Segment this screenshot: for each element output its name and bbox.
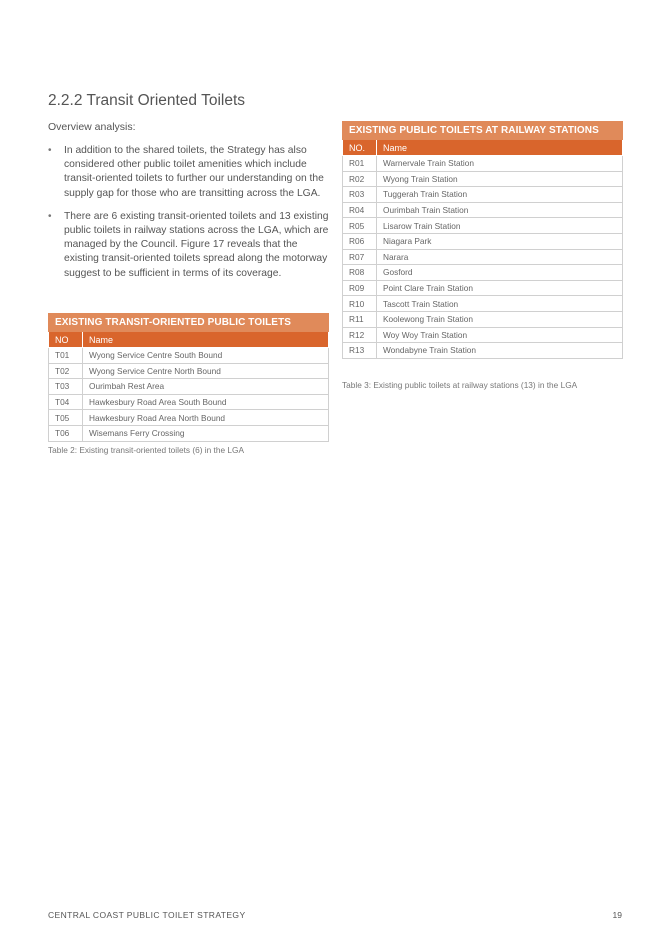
cell-no: T04 — [49, 394, 83, 410]
cell-name: Hawkesbury Road Area South Bound — [83, 394, 329, 410]
cell-name: Ourimbah Rest Area — [83, 379, 329, 395]
cell-no: T03 — [49, 379, 83, 395]
transit-toilets-table — [48, 313, 329, 442]
cell-no: R04 — [343, 202, 377, 218]
bullet-text: In addition to the shared toilets, the Strategy has also considered other public toilet amenities which include transit-oriented toilets to further our understanding on the supply gap for those who are transitting across the LGA. — [64, 145, 324, 199]
table-row — [343, 280, 623, 296]
table-banner-text: EXISTING PUBLIC TOILETS AT RAILWAY STATIONS — [343, 122, 623, 140]
table-caption: Table 2: Existing transit-oriented toilets (6) in the LGA — [48, 445, 244, 455]
cell-name: Wondabyne Train Station — [377, 343, 623, 359]
cell-no: R12 — [343, 327, 377, 343]
cell-no: T02 — [49, 363, 83, 379]
overview-label: Overview analysis: — [48, 121, 136, 133]
cell-no: R03 — [343, 187, 377, 203]
table-row — [343, 171, 623, 187]
bullet-item — [48, 144, 330, 201]
cell-no: R01 — [343, 156, 377, 172]
section-title: 2.2.2 Transit Oriented Toilets — [48, 92, 246, 109]
table-row — [343, 296, 623, 312]
table-row — [49, 394, 329, 410]
table-row — [49, 348, 329, 364]
cell-no: R10 — [343, 296, 377, 312]
cell-no: R07 — [343, 249, 377, 265]
cell-no: T06 — [49, 425, 83, 441]
cell-no: T05 — [49, 410, 83, 426]
railway-toilets-table — [342, 121, 623, 359]
table-row — [343, 327, 623, 343]
table-row — [49, 363, 329, 379]
cell-no: R05 — [343, 218, 377, 234]
cell-name: Ourimbah Train Station — [377, 202, 623, 218]
cell-name: Wyong Service Centre South Bound — [83, 348, 329, 364]
cell-no: R06 — [343, 233, 377, 249]
table-caption: Table 3: Existing public toilets at railway stations (13) in the LGA — [342, 380, 578, 390]
cell-name: Woy Woy Train Station — [377, 327, 623, 343]
table-row — [49, 379, 329, 395]
table-row — [49, 410, 329, 426]
cell-name: Wyong Train Station — [377, 171, 623, 187]
cell-name: Tascott Train Station — [377, 296, 623, 312]
table-row — [343, 187, 623, 203]
table-row — [343, 233, 623, 249]
bullet-list — [48, 144, 330, 290]
cell-no: R11 — [343, 311, 377, 327]
cell-no: R13 — [343, 343, 377, 359]
bullet-icon: • — [48, 145, 52, 156]
column-header-name: Name — [83, 332, 329, 348]
table-row — [49, 425, 329, 441]
table-row — [343, 202, 623, 218]
cell-name: Tuggerah Train Station — [377, 187, 623, 203]
cell-no: R02 — [343, 171, 377, 187]
cell-name: Point Clare Train Station — [377, 280, 623, 296]
table-row — [343, 343, 623, 359]
cell-no: R08 — [343, 265, 377, 281]
column-header-no: NO. — [343, 140, 377, 156]
cell-name: Gosford — [377, 265, 623, 281]
cell-name: Niagara Park — [377, 233, 623, 249]
bullet-text: There are 6 existing transit-oriented toilets and 13 existing public toilets in railway stations across the LGA, which are managed by the Council. Figure 17 reveals that the existing transit-oriented toilets spread along the motorway suggest to be sufficient in terms of its coverage. — [64, 210, 329, 279]
footer-page-number: 19 — [612, 910, 622, 920]
cell-name: Wyong Service Centre North Bound — [83, 363, 329, 379]
table-header-row — [49, 332, 329, 348]
bullet-item — [48, 210, 330, 281]
table-row — [343, 265, 623, 281]
cell-name: Narara — [377, 249, 623, 265]
table-banner — [49, 314, 329, 332]
table-banner — [343, 122, 623, 140]
column-header-name: Name — [377, 140, 623, 156]
column-header-no: NO — [49, 332, 83, 348]
cell-name: Lisarow Train Station — [377, 218, 623, 234]
bullet-icon: • — [48, 210, 52, 222]
cell-name: Warnervale Train Station — [377, 156, 623, 172]
cell-no: R09 — [343, 280, 377, 296]
cell-name: Hawkesbury Road Area North Bound — [83, 410, 329, 426]
table-row — [343, 311, 623, 327]
footer-document-title: CENTRAL COAST PUBLIC TOILET STRATEGY — [48, 910, 246, 920]
cell-name: Wisemans Ferry Crossing — [83, 425, 329, 441]
cell-no: T01 — [49, 348, 83, 364]
cell-name: Koolewong Train Station — [377, 311, 623, 327]
table-row — [343, 249, 623, 265]
table-banner-text: EXISTING TRANSIT-ORIENTED PUBLIC TOILETS — [49, 314, 329, 332]
table-row — [343, 218, 623, 234]
table-row — [343, 156, 623, 172]
table-header-row — [343, 140, 623, 156]
